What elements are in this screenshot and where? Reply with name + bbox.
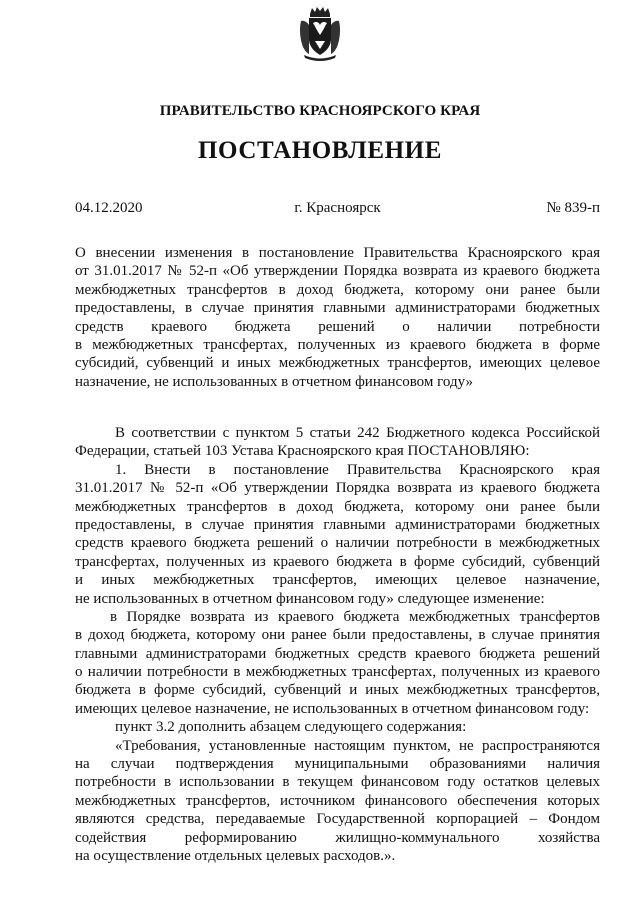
body-line: являются средства, передаваемые Государственной корпорацией – Фондом: [75, 811, 600, 828]
coat-of-arms-emblem: [297, 5, 343, 61]
document-date: 04.12.2020: [75, 200, 143, 216]
document-meta: [75, 200, 600, 220]
body-line: 31.01.2017 № 52-п «Об утверждении Порядка возврата из краевого бюджета: [75, 480, 600, 497]
body-line: в Порядке возврата из краевого бюджета межбюджетных трансфертов: [110, 608, 600, 625]
government-title: ПРАВИТЕЛЬСТВО КРАСНОЯРСКОГО КРАЯ: [159, 103, 481, 119]
body-line: предоставлены, в случае принятия главными администраторами бюджетных: [75, 516, 600, 533]
body-line: на осуществление отдельных целевых расходов.».: [75, 847, 396, 864]
document-city: г. Красноярск: [294, 200, 381, 216]
body-line: содействия реформированию жилищно-коммунального хозяйства: [75, 829, 600, 846]
document-type-title: ПОСТАНОВЛЕНИЕ: [197, 137, 443, 164]
subject-line: от 31.01.2017 № 52-п «Об утверждении Порядка возврата из краевого бюджета: [75, 263, 600, 280]
subject-line: в межбюджетных трансфертах, полученных из краевого бюджета в форме: [75, 336, 600, 353]
document-body: [75, 424, 600, 865]
subject-line: межбюджетных трансфертов в доход бюджета, которому они ранее были: [75, 281, 600, 298]
body-line: главными администраторами бюджетных средств краевого бюджета решений: [75, 645, 600, 662]
subject-line: субсидий, субвенций и иных межбюджетных трансфертов, имеющих целевое: [75, 355, 600, 372]
document-number: № 839-п: [546, 200, 600, 216]
body-line: в доход бюджета, которому они ранее были предоставлены, в случае принятия: [75, 627, 600, 644]
body-line: не использованных в отчетном финансовом году» следующее изменение:: [75, 590, 545, 607]
body-line: межбюджетных трансфертов в доход бюджета, которому они ранее были: [75, 498, 600, 515]
subject-line: О внесении изменения в постановление Правительства Красноярского края: [75, 245, 600, 261]
body-line: В соответствии с пунктом 5 статьи 242 Бюджетного кодекса Российской: [115, 425, 600, 441]
body-line: средств краевого бюджета решений о наличии потребности в межбюджетных: [75, 535, 600, 552]
body-line: Федерации, статьей 103 Устава Красноярского края ПОСТАНОВЛЯЮ:: [75, 443, 530, 460]
body-line: 1. Внести в постановление Правительства Красноярского края: [115, 461, 600, 478]
body-line: о наличии потребности в межбюджетных трансфертах, полученных из краевого: [75, 664, 600, 681]
body-line: на случаи подтверждения муниципальными образованиями наличия: [75, 756, 600, 773]
body-line: потребности в использовании в текущем финансовом году остатков целевых: [75, 774, 600, 791]
body-line: и иных межбюджетных трансфертов, имеющих целевое назначение,: [75, 572, 600, 589]
body-line: пункт 3.2 дополнить абзацем следующего содержания:: [115, 719, 467, 736]
subject-line: средств краевого бюджета решений о наличии потребности: [75, 318, 600, 335]
body-line: межбюджетных трансфертов, источником финансового обеспечения которых: [75, 792, 600, 809]
subject-line: назначение, не использованных в отчетном финансовом году»: [75, 373, 473, 390]
body-line: «Требования, установленные настоящим пунктом, не распространяются: [115, 737, 600, 754]
body-line: имеющих целевое назначение, не использованных в отчетном финансовом году:: [75, 700, 590, 717]
subject-line: предоставлены, в случае принятия главными администраторами бюджетных: [75, 300, 600, 317]
document-subject: [75, 244, 600, 391]
body-line: бюджета в форме субсидий, субвенций и иных межбюджетных трансфертов,: [75, 682, 600, 699]
body-line: трансфертах, полученных из краевого бюджета в форме субсидий, субвенций: [75, 553, 600, 570]
